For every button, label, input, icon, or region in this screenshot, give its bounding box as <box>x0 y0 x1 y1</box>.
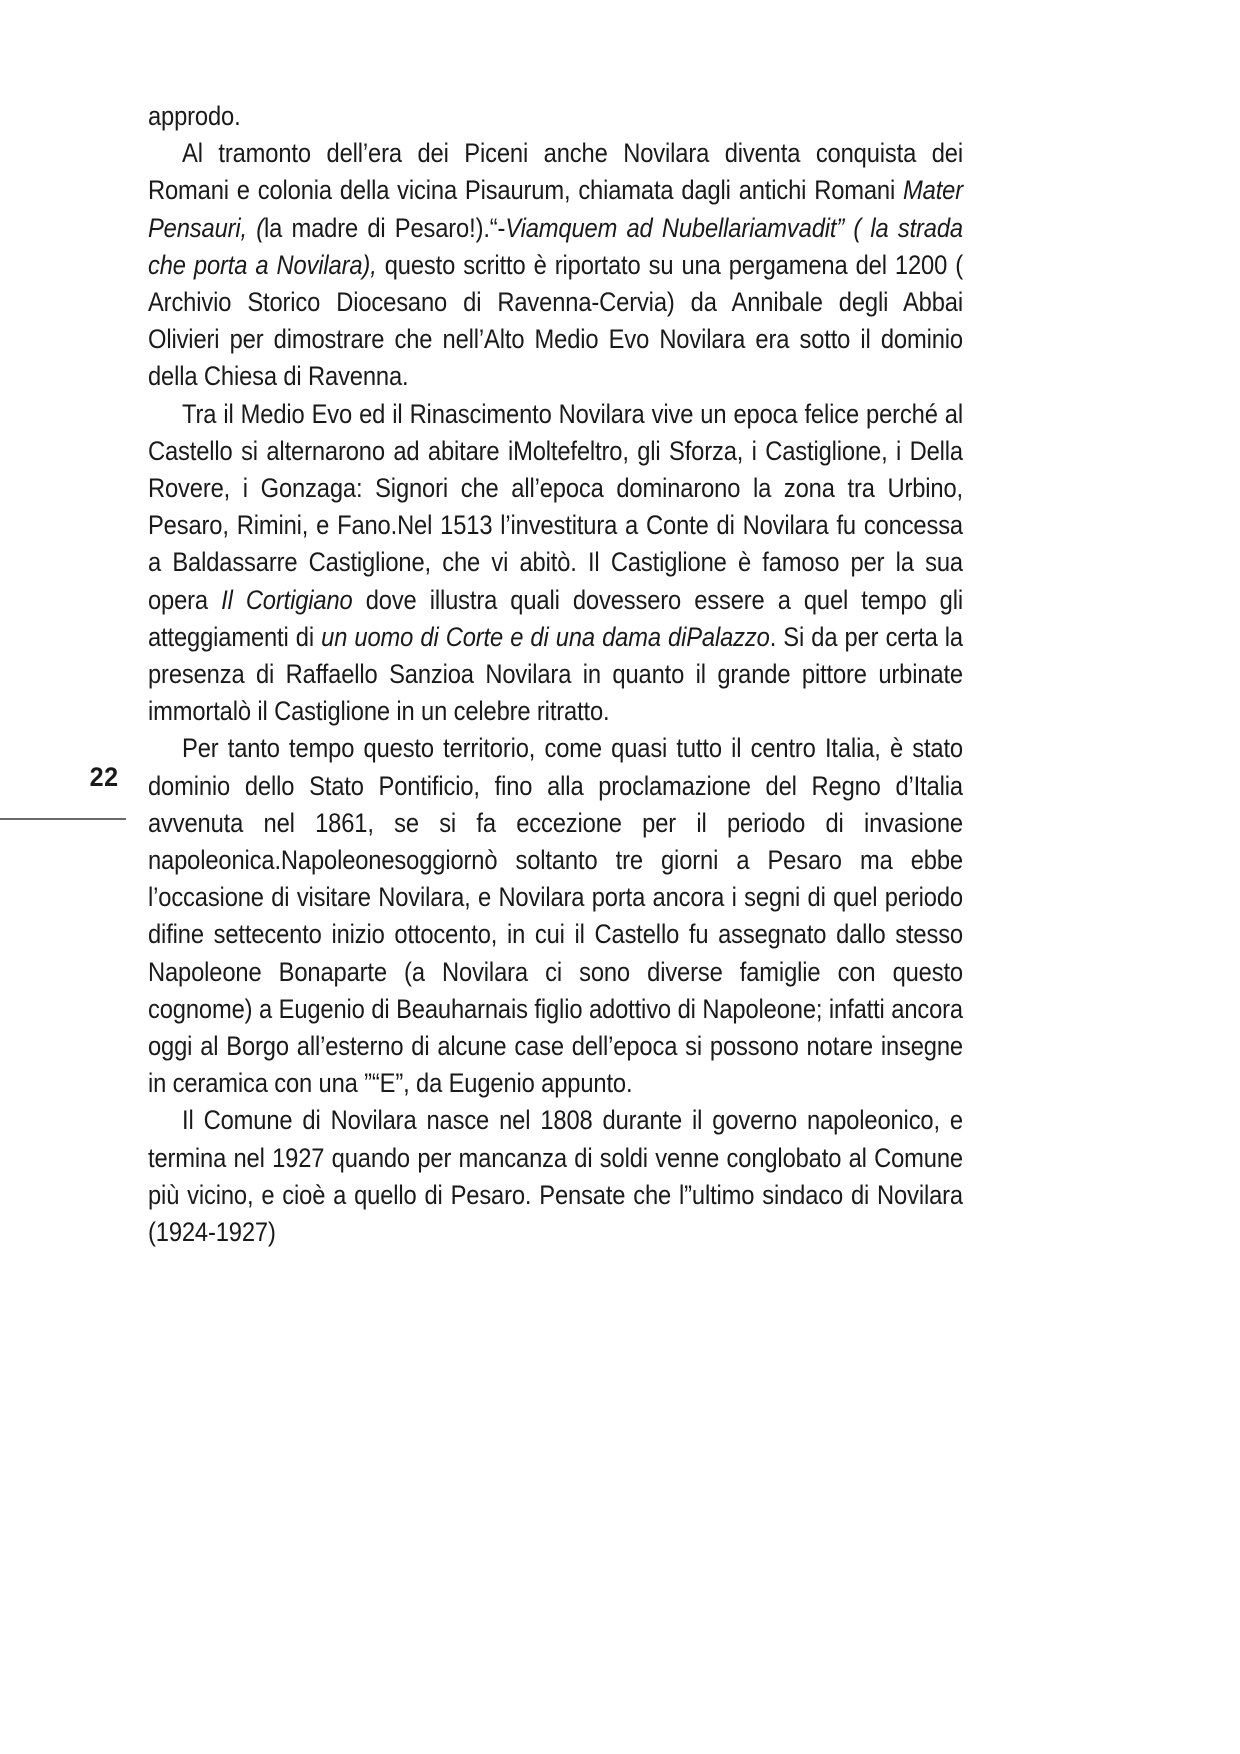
body-text-column <box>148 98 963 1251</box>
page-number-block <box>0 762 126 820</box>
italic-run: Viamquem ad Nubellariamvadit” ( la strada che porta a Novilara), <box>148 212 963 280</box>
page-number: 22 <box>89 762 119 792</box>
paragraph-pontificio <box>148 730 963 1102</box>
text-run: Il Comune di Novilara nasce nel 1808 durante il governo napoleonico, e termina nel 1927 quando per mancanza di soldi venne conglobato al Comune più vicino, e cioè a quello di Pesaro. Pensate che l”ultimo sindaco di Novilara (1924-1927) <box>148 1105 963 1248</box>
text-run: la madre di Pesaro!).“- <box>264 212 506 243</box>
italic-run: Mater Pensauri, ( <box>148 175 963 243</box>
paragraph-comune <box>148 1102 963 1251</box>
text-run: dove illustra quali dovessero essere a quel tempo gli atteggiamenti di <box>148 584 963 652</box>
text-run: Al tramonto dell’era dei Piceni anche Novilara diventa conquista dei Romani e colonia della vicina Pisaurum, chiamata dagli antichi Romani <box>148 138 963 206</box>
paragraph-rinascimento <box>148 396 963 731</box>
folio-divider-rule <box>0 818 126 820</box>
paragraph-piceni <box>148 135 963 395</box>
text-run: Per tanto tempo questo territorio, come quasi tutto il centro Italia, è stato dominio dello Stato Pontificio, fino alla proclamazione del Regno d’Italia avvenuta nel 1861, se si fa eccezione per il periodo di invasione napoleonica.Napoleonesoggiornò soltanto tre giorni a Pesaro ma ebbe l’occasione di visitare Novilara, e Novilara porta ancora i segni di quel periodo difine settecento inizio ottocento, in cui il Castello fu assegnato dallo stesso Napoleone Bonaparte (a Novilara ci sono diverse famiglie con questo cognome) a Eugenio di Beauharnais figlio adottivo di Napoleone; infatti ancora oggi al Borgo all’esterno di alcune case dell’epoca si possono notare insegne in ceramica con una ”“E”, da Eugenio appunto. <box>148 733 963 1099</box>
italic-run: un uomo di Corte e di una dama diPalazzo <box>321 621 770 652</box>
italic-run: Il Cortigiano <box>221 584 353 615</box>
paragraph-approdo <box>148 98 963 135</box>
text-run: questo scritto è riportato su una pergamena del 1200 ( Archivio Storico Diocesano di Ravenna-Cervia) da Annibale degli Abbai Olivieri per dimostrare che nell’Alto Medio Evo Novilara era sotto il dominio della Chiesa di Ravenna. <box>148 249 963 392</box>
text-run: . Si da per certa la presenza di Raffaello Sanzioa Novilara in quanto il grande pittore urbinate immortalò il Castiglione in un celebre ritratto. <box>148 621 963 727</box>
text-run: Tra il Medio Evo ed il Rinascimento Novilara vive un epoca felice perché al Castello si alternarono ad abitare iMoltefeltro, gli Sforza, i Castiglione, i Della Rovere, i Gonzaga: Signori che all’epoca dominarono la zona tra Urbino, Pesaro, Rimini, e Fano.Nel 1513 l’investitura a Conte di Novilara fu concessa a Baldassarre Castiglione, che vi abitò. Il Castiglione è famoso per la sua opera <box>148 398 963 615</box>
text-run: approdo. <box>148 101 241 131</box>
